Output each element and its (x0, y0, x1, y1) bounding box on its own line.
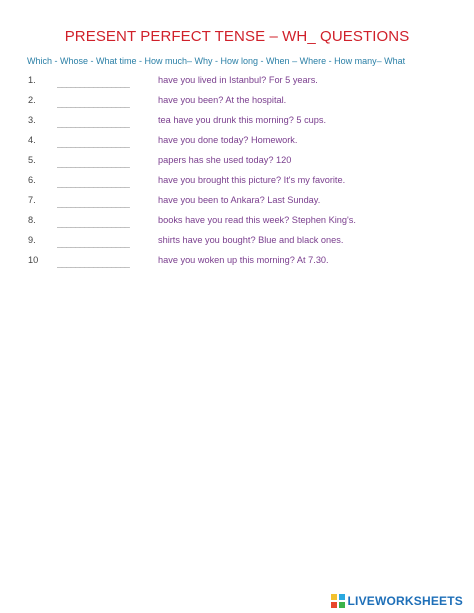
question-number: 6. (28, 175, 36, 185)
liveworksheets-brand (331, 593, 463, 609)
question-list (0, 75, 474, 275)
question-row-10 (0, 255, 474, 275)
answer-blank-7[interactable] (57, 195, 153, 215)
question-text: have you done today? Homework. (158, 135, 298, 145)
question-row-9 (0, 235, 474, 255)
question-text: shirts have you bought? Blue and black ones. (158, 235, 344, 245)
brand-name: LIVEWORKSHEETS (347, 594, 463, 608)
answer-blank-10[interactable] (57, 255, 153, 275)
question-row-8 (0, 215, 474, 235)
question-text: have you been? At the hospital. (158, 95, 287, 105)
answer-blank-8[interactable] (57, 215, 153, 235)
question-row-1 (0, 75, 474, 95)
question-number: 9. (28, 235, 36, 245)
liveworksheets-logo-icon (331, 594, 345, 608)
question-number: 7. (28, 195, 36, 205)
answer-blank-1[interactable] (57, 75, 153, 95)
question-row-7 (0, 195, 474, 215)
question-number: 10 (28, 255, 39, 265)
answer-blank-4[interactable] (57, 135, 153, 155)
question-text: have you woken up this morning? At 7.30. (158, 255, 329, 265)
question-text: have you lived in Istanbul? For 5 years. (158, 75, 318, 85)
question-number: 3. (28, 115, 36, 125)
worksheet-title: PRESENT PERFECT TENSE – WH_ QUESTIONS (64, 28, 410, 45)
question-row-6 (0, 175, 474, 195)
question-text: have you brought this picture? It's my favorite. (158, 175, 346, 185)
question-number: 4. (28, 135, 36, 145)
question-row-5 (0, 155, 474, 175)
question-row-4 (0, 135, 474, 155)
question-number: 2. (28, 95, 36, 105)
question-text: tea have you drunk this morning? 5 cups. (158, 115, 327, 125)
word-bank: Which - Whose - What time - How much– Why - How long - When – Where - How many– What (27, 56, 406, 66)
question-number: 5. (28, 155, 36, 165)
answer-blank-9[interactable] (57, 235, 153, 255)
answer-blank-6[interactable] (57, 175, 153, 195)
question-text: papers has she used today? 120 (158, 155, 292, 165)
question-row-3 (0, 115, 474, 135)
question-text: have you been to Ankara? Last Sunday. (158, 195, 321, 205)
question-number: 1. (28, 75, 36, 85)
answer-blank-5[interactable] (57, 155, 153, 175)
question-text: books have you read this week? Stephen King's. (158, 215, 356, 225)
answer-blank-2[interactable] (57, 95, 153, 115)
question-number: 8. (28, 215, 36, 225)
answer-blank-3[interactable] (57, 115, 153, 135)
question-row-2 (0, 95, 474, 115)
